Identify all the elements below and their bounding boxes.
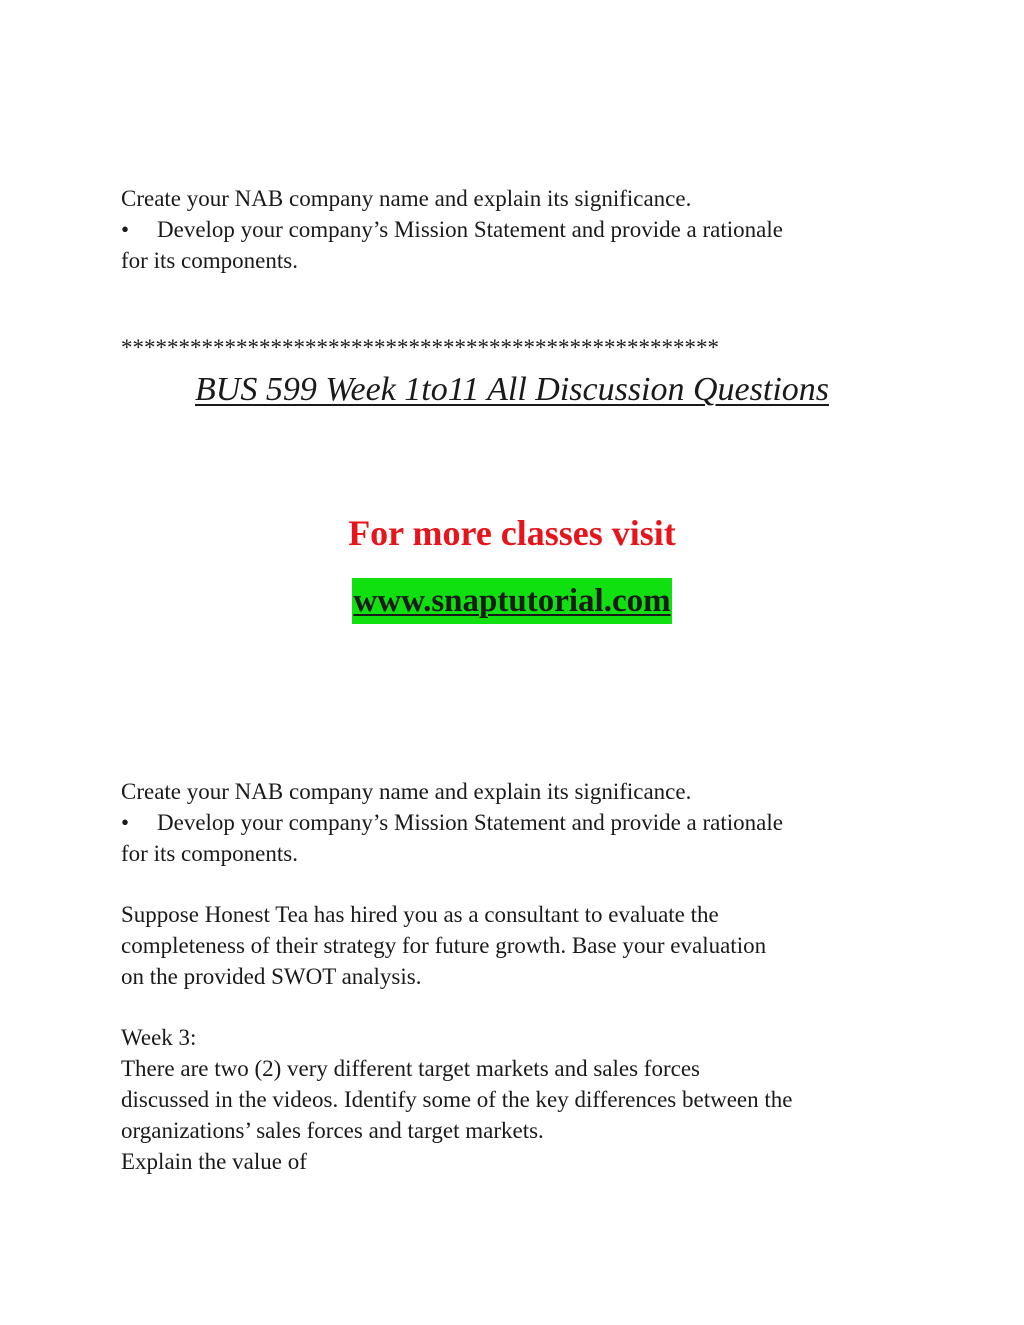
week-label: Week 3: — [121, 1025, 197, 1050]
page-title: BUS 599 Week 1to11 All Discussion Questions — [195, 371, 829, 408]
website-link[interactable]: www.snaptutorial.com — [352, 578, 671, 624]
separator-stars: **************************************************** — [121, 335, 719, 360]
paragraph-3-line-3: organizations’ sales forces and target markets. — [121, 1118, 544, 1143]
paragraph-3-line-1: There are two (2) very different target markets and sales forces — [121, 1056, 700, 1081]
body-line-1: Create your NAB company name and explain its significance. — [121, 779, 692, 804]
paragraph-4-line-1: Explain the value of — [121, 1149, 307, 1174]
intro-line-1: Create your NAB company name and explain its significance. — [121, 186, 692, 211]
body-bullet-item — [121, 807, 783, 838]
body-line-3: for its components. — [121, 841, 298, 866]
link-container — [0, 578, 1024, 624]
paragraph-2-line-3: on the provided SWOT analysis. — [121, 964, 422, 989]
intro-line-3: for its components. — [121, 248, 298, 273]
promo-text: For more classes visit — [348, 513, 676, 553]
bullet-icon: • — [121, 810, 130, 835]
intro-bullet-item — [121, 214, 783, 245]
paragraph-2-line-1: Suppose Honest Tea has hired you as a consultant to evaluate the — [121, 902, 719, 927]
bullet-icon: • — [121, 217, 130, 242]
paragraph-3-line-2: discussed in the videos. Identify some of the key differences between the — [121, 1087, 793, 1112]
intro-bullet-text: Develop your company’s Mission Statement and provide a rationale — [157, 217, 783, 242]
paragraph-2-line-2: completeness of their strategy for future growth. Base your evaluation — [121, 933, 767, 958]
body-bullet-text: Develop your company’s Mission Statement and provide a rationale — [157, 810, 783, 835]
